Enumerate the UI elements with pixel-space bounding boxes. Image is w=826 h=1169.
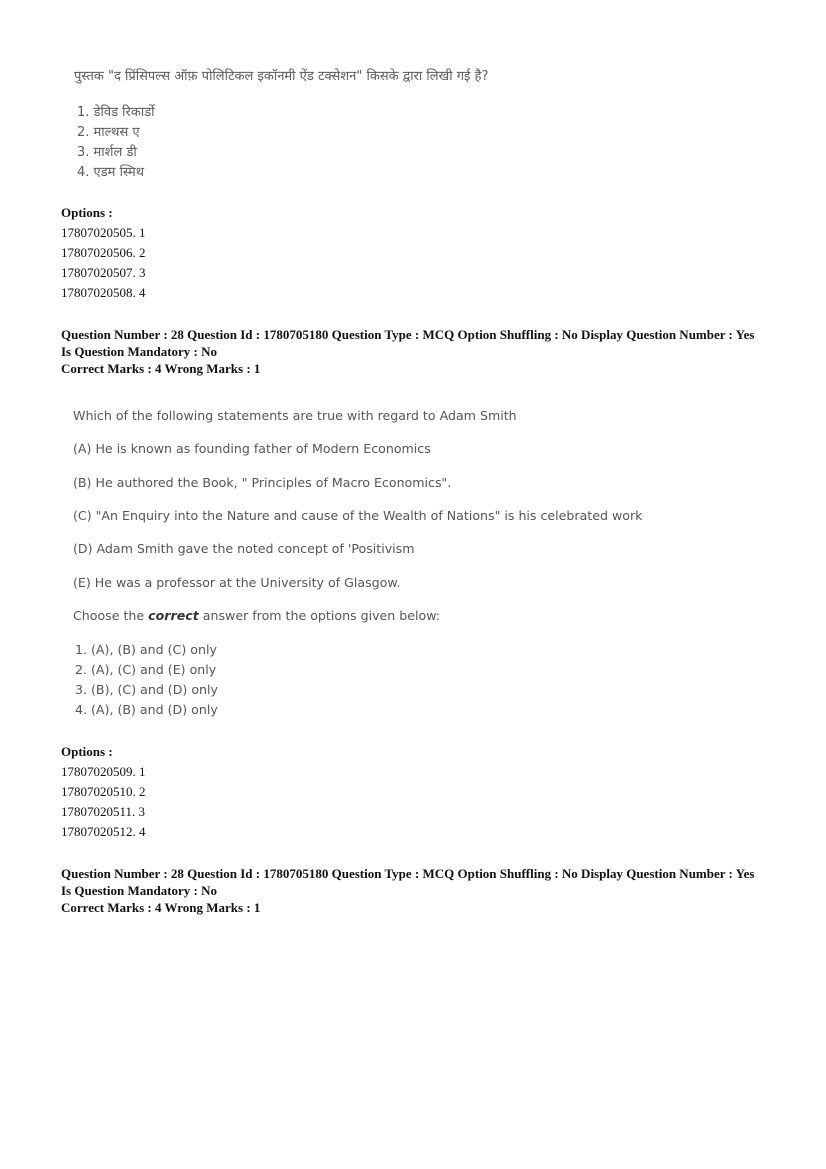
question-header [61,326,754,377]
statement: (C) "An Enquiry into the Nature and cause of the Wealth of Nations" is his celebrated work [73,508,643,523]
option-id: 17807020508. 4 [61,285,146,300]
statement: (E) He was a professor at the University of Glasgow. [73,575,401,590]
options-block [61,203,146,303]
marks-line: Correct Marks : 4 Wrong Marks : 1 [61,900,261,915]
question-header [61,865,754,916]
option-item: 3. मार्शल डी [77,145,137,160]
question-meta-line: Question Number : 28 Question Id : 1780705180 Question Type : MCQ Option Shuffling : No Display Question Number : Yes [61,866,755,881]
option-item: 2. माल्थस ए [77,125,140,140]
question-meta-line: Question Number : 28 Question Id : 1780705180 Question Type : MCQ Option Shuffling : No Display Question Number : Yes [61,327,755,342]
option-id: 17807020511. 3 [61,804,146,819]
options-block [61,742,146,842]
question-stem: Which of the following statements are true with regard to Adam Smith [73,408,517,423]
option-item: 2. (A), (C) and (E) only [75,662,217,677]
options-label: Options : [61,744,113,759]
option-item: 1. (A), (B) and (C) only [75,642,217,657]
option-id: 17807020512. 4 [61,824,146,839]
options-label: Options : [61,205,113,220]
statement: (D) Adam Smith gave the noted concept of 'Positivism [73,541,415,556]
option-item: 4. एडम स्मिथ [77,165,145,180]
option-id: 17807020505. 1 [61,225,146,240]
instruction: Choose the correct answer from the options given below: [73,608,441,623]
emphasis: correct [148,608,199,623]
statement: (A) He is known as founding father of Modern Economics [73,441,431,456]
option-id: 17807020507. 3 [61,265,146,280]
option-item: 1. डेविड रिकार्डो [77,105,155,120]
option-id: 17807020509. 1 [61,764,146,779]
statement: (B) He authored the Book, " Principles of Macro Economics". [73,475,452,490]
option-id: 17807020506. 2 [61,245,146,260]
option-item: 3. (B), (C) and (D) only [75,682,218,697]
question-mandatory: Is Question Mandatory : No [61,344,218,359]
question-stem: पुस्तक "द प्रिंसिपल्स ऑफ़ पोलिटिकल इकॉनमी ऐंड टक्सेशन" किसके द्वारा लिखी गई है? [74,69,489,84]
option-item: 4. (A), (B) and (D) only [75,702,218,717]
option-id: 17807020510. 2 [61,784,146,799]
marks-line: Correct Marks : 4 Wrong Marks : 1 [61,361,261,376]
question-mandatory: Is Question Mandatory : No [61,883,218,898]
